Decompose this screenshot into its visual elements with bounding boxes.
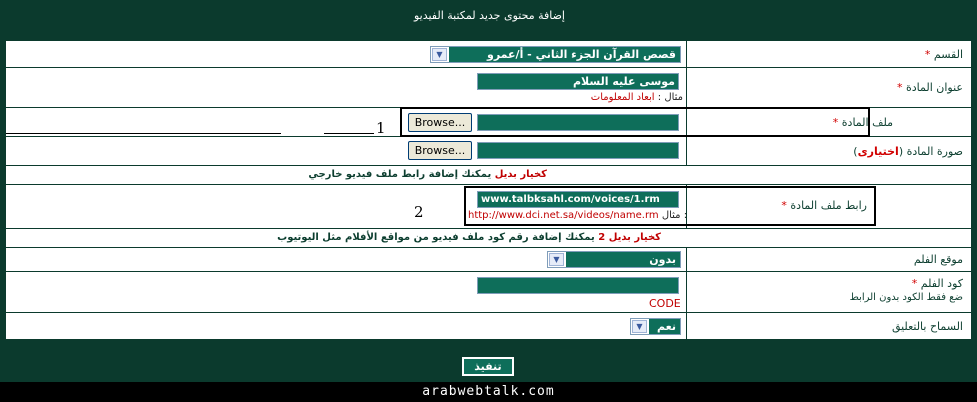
image-label: صورة المادة (اختيارى) — [853, 145, 963, 158]
alt1-text: يمكنك إضافة رابط ملف فيديو خارجي — [308, 169, 492, 180]
alt2-note-row — [6, 229, 971, 248]
category-select[interactable] — [430, 46, 681, 63]
chevron-down-icon[interactable]: ▼ — [432, 48, 447, 61]
image-browse-button[interactable]: Browse... — [408, 141, 472, 160]
link-label-text: رابط ملف المادة — [790, 199, 867, 212]
image-label-text: صورة المادة — [906, 145, 963, 158]
header-bar — [0, 0, 977, 40]
required-mark: * — [897, 81, 903, 94]
title-label-text: عنوان المادة — [906, 81, 963, 94]
code-label-text: كود الفلم — [920, 277, 963, 290]
title-row — [6, 68, 971, 108]
file-label-text: ملف المادة — [841, 116, 893, 129]
comments-row — [6, 313, 971, 340]
category-row — [6, 41, 971, 68]
annotation-box-2 — [464, 186, 876, 226]
site-row — [6, 248, 971, 272]
annotation-number-1: 1 — [376, 119, 386, 137]
title-input[interactable]: موسى عليه السلام — [477, 73, 679, 90]
file-browse-button[interactable]: Browse... — [408, 113, 472, 132]
code-row — [6, 272, 971, 313]
column-divider — [686, 137, 687, 165]
required-mark: * — [832, 116, 839, 129]
category-label-text: القسم — [933, 48, 963, 61]
comments-selected-value: نعم — [649, 319, 680, 334]
required-mark: * — [911, 277, 918, 290]
comments-label: السماح بالتعليق — [891, 320, 963, 333]
alt1-note — [308, 169, 547, 180]
site-label: موقع الفلم — [913, 253, 963, 266]
example-prefix: مثال : — [661, 210, 688, 221]
alt1-accent: كخيار بديل — [494, 169, 547, 180]
code-caption: CODE — [649, 297, 681, 310]
title-example — [591, 92, 683, 103]
alt2-note — [277, 232, 661, 243]
alt1-note-row — [6, 166, 971, 185]
alt2-accent: كخيار بديل — [608, 232, 661, 243]
alt2-number: 2 — [598, 232, 606, 243]
link-input[interactable]: www.talbksahl.com/voices/1.rm — [477, 191, 679, 208]
example-prefix: مثال : — [657, 92, 683, 103]
optional-mark: اختيارى — [857, 145, 899, 158]
chevron-down-icon[interactable]: ▼ — [549, 253, 564, 266]
required-mark: * — [781, 199, 787, 212]
column-divider — [686, 248, 687, 271]
comments-select[interactable] — [630, 318, 681, 335]
content-form — [5, 40, 972, 340]
footer-watermark: arabwebtalk.com — [0, 382, 977, 402]
required-mark: * — [924, 48, 931, 61]
chevron-down-icon[interactable]: ▼ — [632, 320, 647, 333]
site-selected-value: بدون — [566, 252, 680, 267]
code-input[interactable] — [477, 277, 679, 294]
column-divider — [686, 68, 687, 107]
column-divider — [686, 272, 687, 312]
page-title: إضافة محتوى جديد لمكتبة الفيديو — [413, 9, 565, 22]
example-value: ابعاد المعلومات — [590, 92, 655, 103]
example-value: http://www.dci.net.sa/videos/name.rm — [468, 210, 659, 221]
code-hint: ضع فقط الكود بدون الرابط — [849, 292, 963, 303]
annotation-line — [324, 133, 374, 134]
image-input[interactable] — [477, 142, 679, 159]
column-divider — [686, 41, 687, 67]
category-selected-value: قصص القرآن الجزء الثاني - أ/عمرو — [449, 47, 680, 62]
title-label — [897, 81, 963, 94]
submit-button[interactable]: تنفيذ — [462, 357, 514, 376]
image-row — [6, 137, 971, 166]
annotation-line — [6, 133, 281, 134]
category-label — [925, 48, 963, 61]
annotation-box-1 — [400, 107, 870, 137]
site-select[interactable] — [547, 251, 681, 268]
annotation-number-2: 2 — [414, 203, 424, 221]
alt2-text: يمكنك إضافة رقم كود ملف فيديو من مواقع الأفلام مثل اليوتيوب — [277, 232, 595, 243]
column-divider — [686, 313, 687, 340]
code-label — [912, 277, 963, 290]
